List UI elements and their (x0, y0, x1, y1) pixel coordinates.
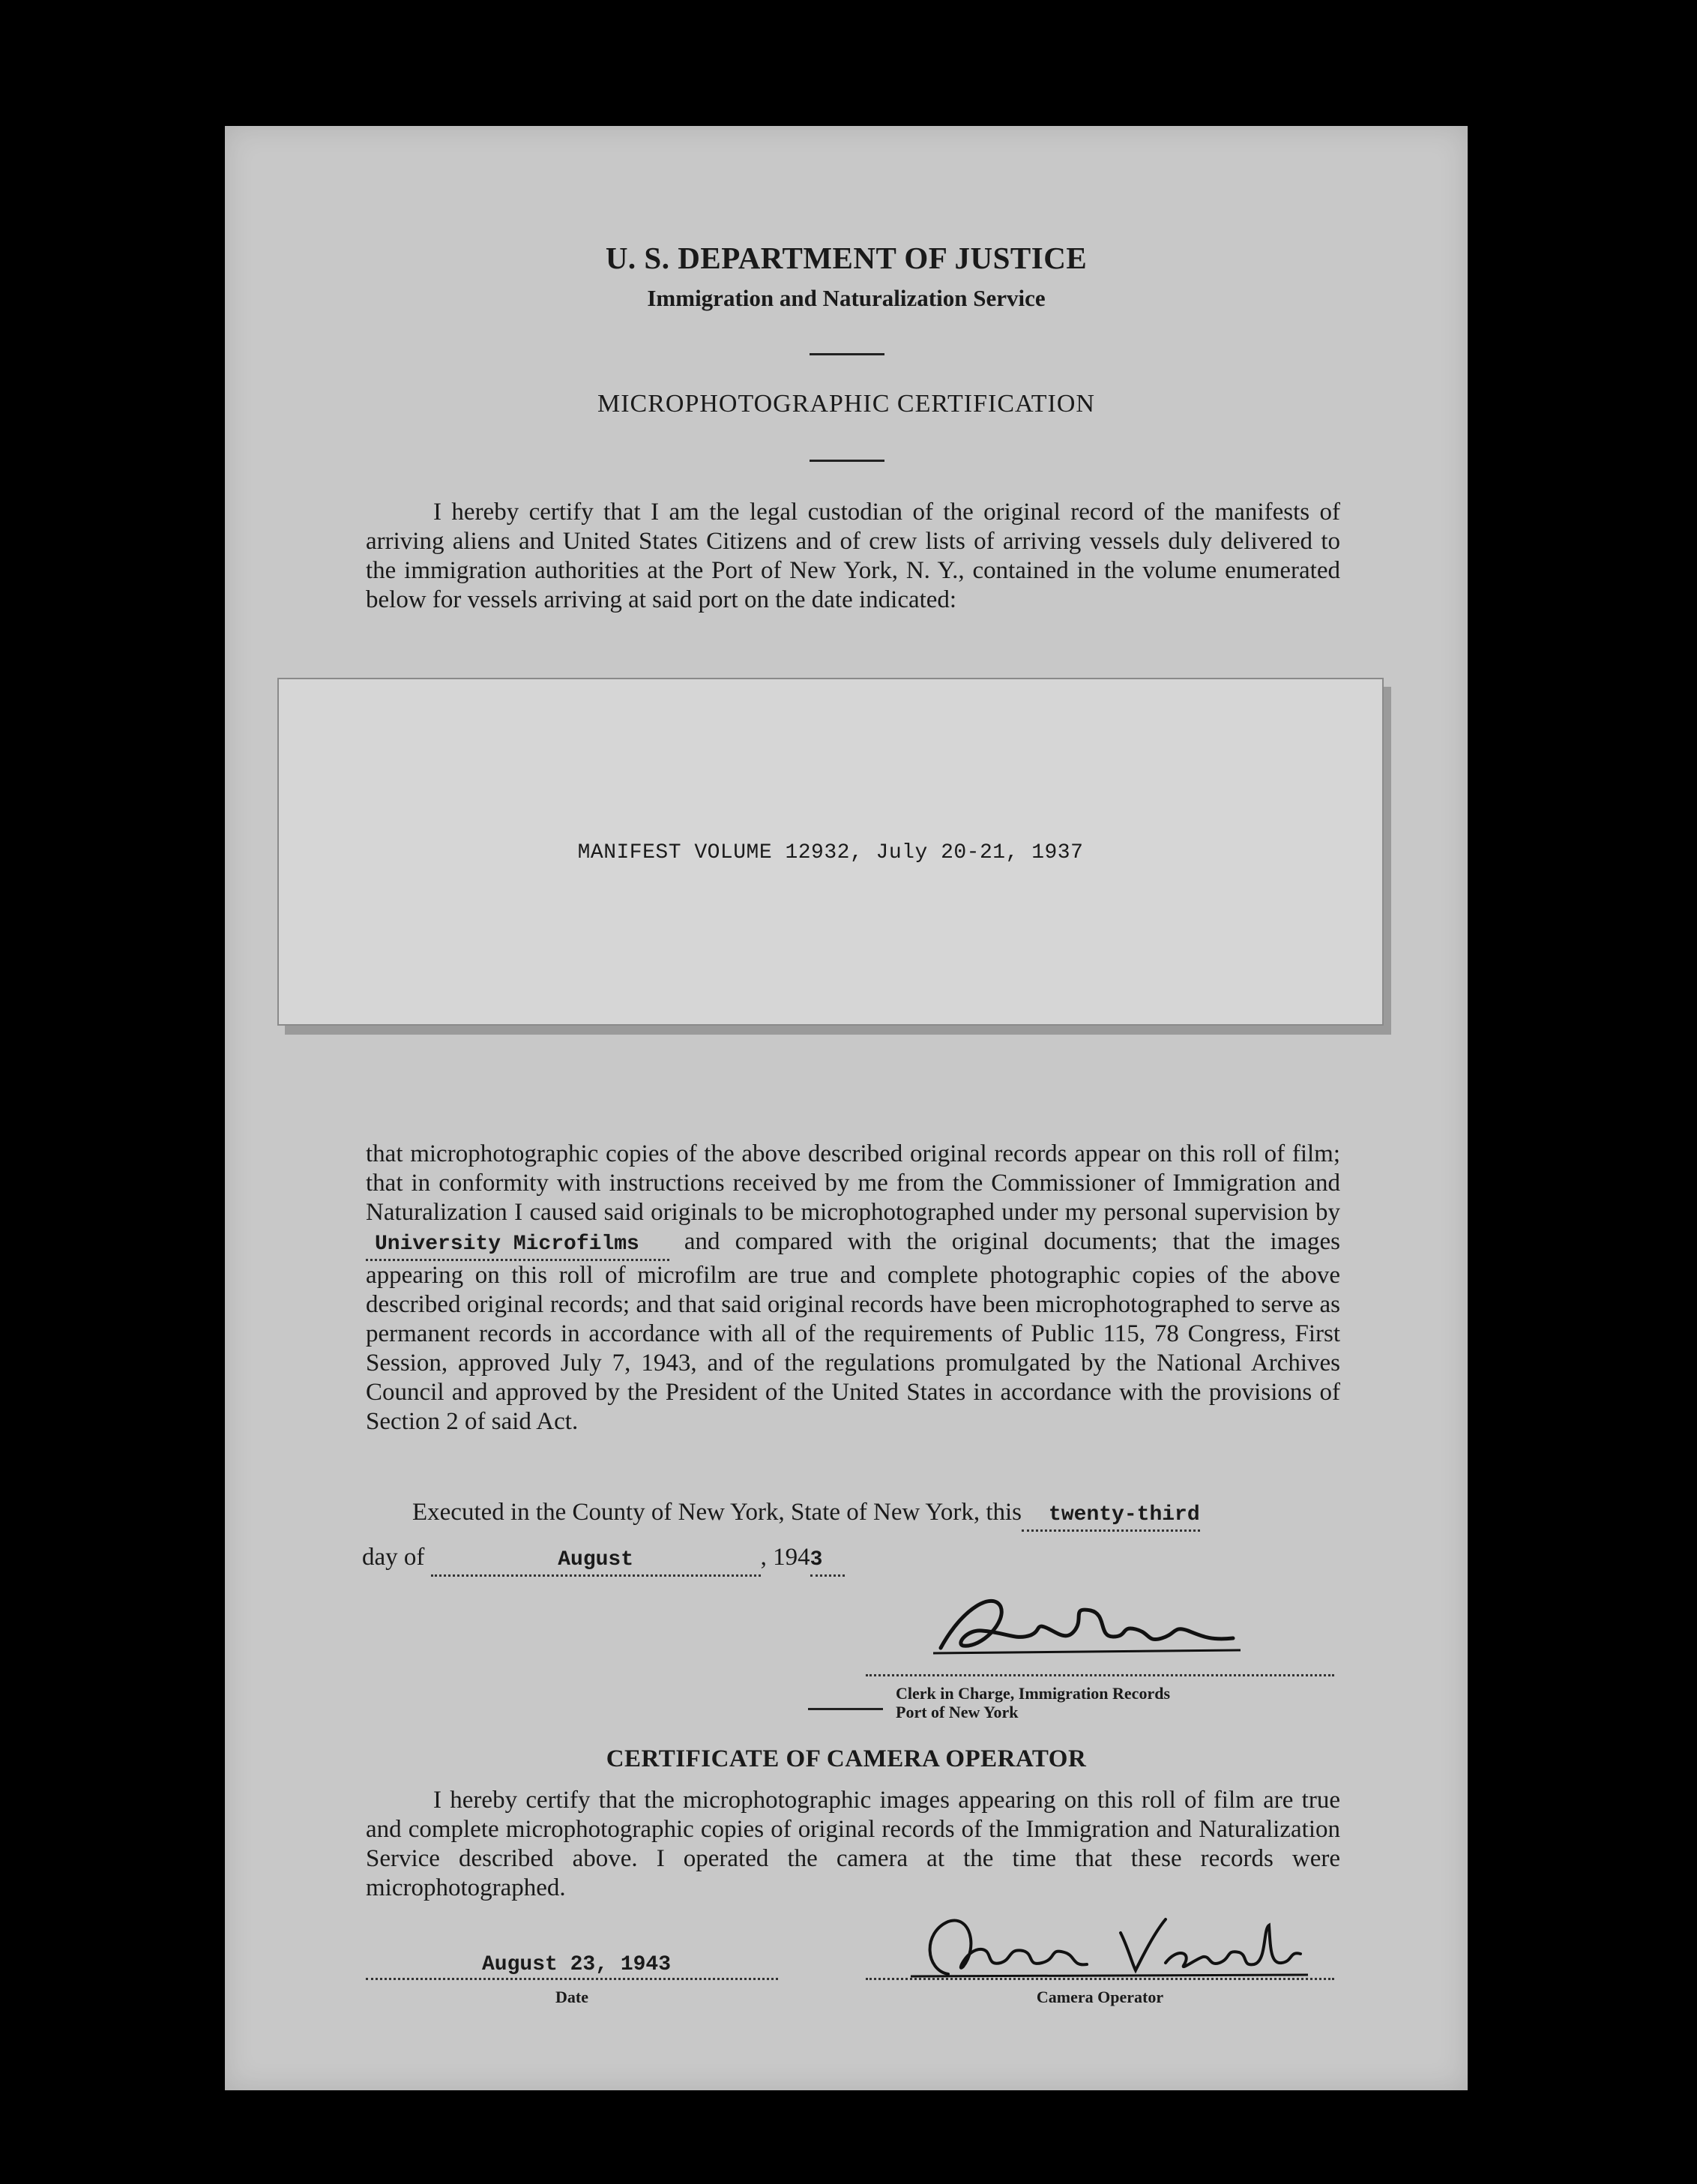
volume-card-text: MANIFEST VOLUME 12932, July 20-21, 1937 (577, 841, 1084, 864)
operator-date-line (366, 1925, 778, 1980)
body-part-1: that microphotographic copies of the above described original records appear on this roll of film; that in conformity with instructions received by me from the Commissioner of Immigration and Naturalization I caused said originals to be microphotographed under my personal supervision by (366, 1140, 1340, 1226)
execution-line (412, 1498, 1200, 1532)
operator-date-value: August 23, 1943 (482, 1953, 672, 1976)
divider (810, 460, 884, 462)
certification-title: MICROPHOTOGRAPHIC CERTIFICATION (597, 390, 1095, 418)
department-heading: U. S. DEPARTMENT OF JUSTICE (605, 241, 1088, 275)
operator-label: Camera Operator (1036, 1988, 1164, 2006)
operator-signature (896, 1903, 1315, 1985)
operator-signature-line (866, 1925, 1334, 1980)
photographer-field: University Microfilms (366, 1230, 669, 1261)
camera-operator-title: CERTIFICATE OF CAMERA OPERATOR (606, 1745, 1087, 1772)
divider (810, 353, 884, 355)
execution-day-field: twenty-third (1022, 1500, 1200, 1532)
body-part-2: and compared with the original documents; that the images appearing on this roll of microfilm are true and complete photographic copies of the above described original records; and that said original records have been microphotographed to serve as permanent records in accordance with all of the requirements of Public 115, 78 Congress, First Session, approved July 7, 1943, and of the regulations promulgated by the National Archives Council and approved by the President of the United States in accordance with the provisions of Section 2 of said Act. (366, 1228, 1340, 1435)
certification-body (366, 1140, 1340, 1437)
clerk-signature (911, 1577, 1263, 1667)
clerk-caption (896, 1684, 1334, 1721)
day-of-label: day of (362, 1544, 425, 1571)
certificate-sheet (225, 126, 1468, 2090)
year-prefix: , 194 (760, 1544, 810, 1571)
clerk-signature-block (866, 1607, 1334, 1721)
service-subheading: Immigration and Naturalization Service (647, 285, 1046, 311)
divider (808, 1708, 883, 1710)
year-digit: 3 (810, 1545, 846, 1577)
clerk-signature-line (866, 1607, 1334, 1676)
clerk-caption-line-1: Clerk in Charge, Immigration Records (896, 1684, 1171, 1703)
operator-date-label: Date (555, 1988, 588, 2006)
execution-month-field: August (431, 1545, 761, 1577)
operator-signature-field (866, 1925, 1334, 2007)
execution-prefix: Executed in the County of New York, State of New York, this (412, 1499, 1022, 1526)
volume-card (277, 678, 1384, 1026)
operator-date-field (366, 1925, 778, 2007)
intro-paragraph: I hereby certify that I am the legal custodian of the original record of the manifests of arriving aliens and United States Citizens and of crew lists of arriving vessels duly delivered to the immigration authorities at the Port of New York, N. Y., contained in the volume enumerated below for vessels arriving at said port on the date indicated: (366, 499, 1340, 613)
clerk-caption-line-2: Port of New York (896, 1703, 1019, 1721)
camera-operator-paragraph: I hereby certify that the microphotographic images appearing on this roll of film are true and complete microphotographic copies of original records of the Immigration and Naturalization Service described above. I operated the camera at the time that these records were microphotographed. (366, 1787, 1340, 1901)
date-of-line (362, 1543, 845, 1577)
